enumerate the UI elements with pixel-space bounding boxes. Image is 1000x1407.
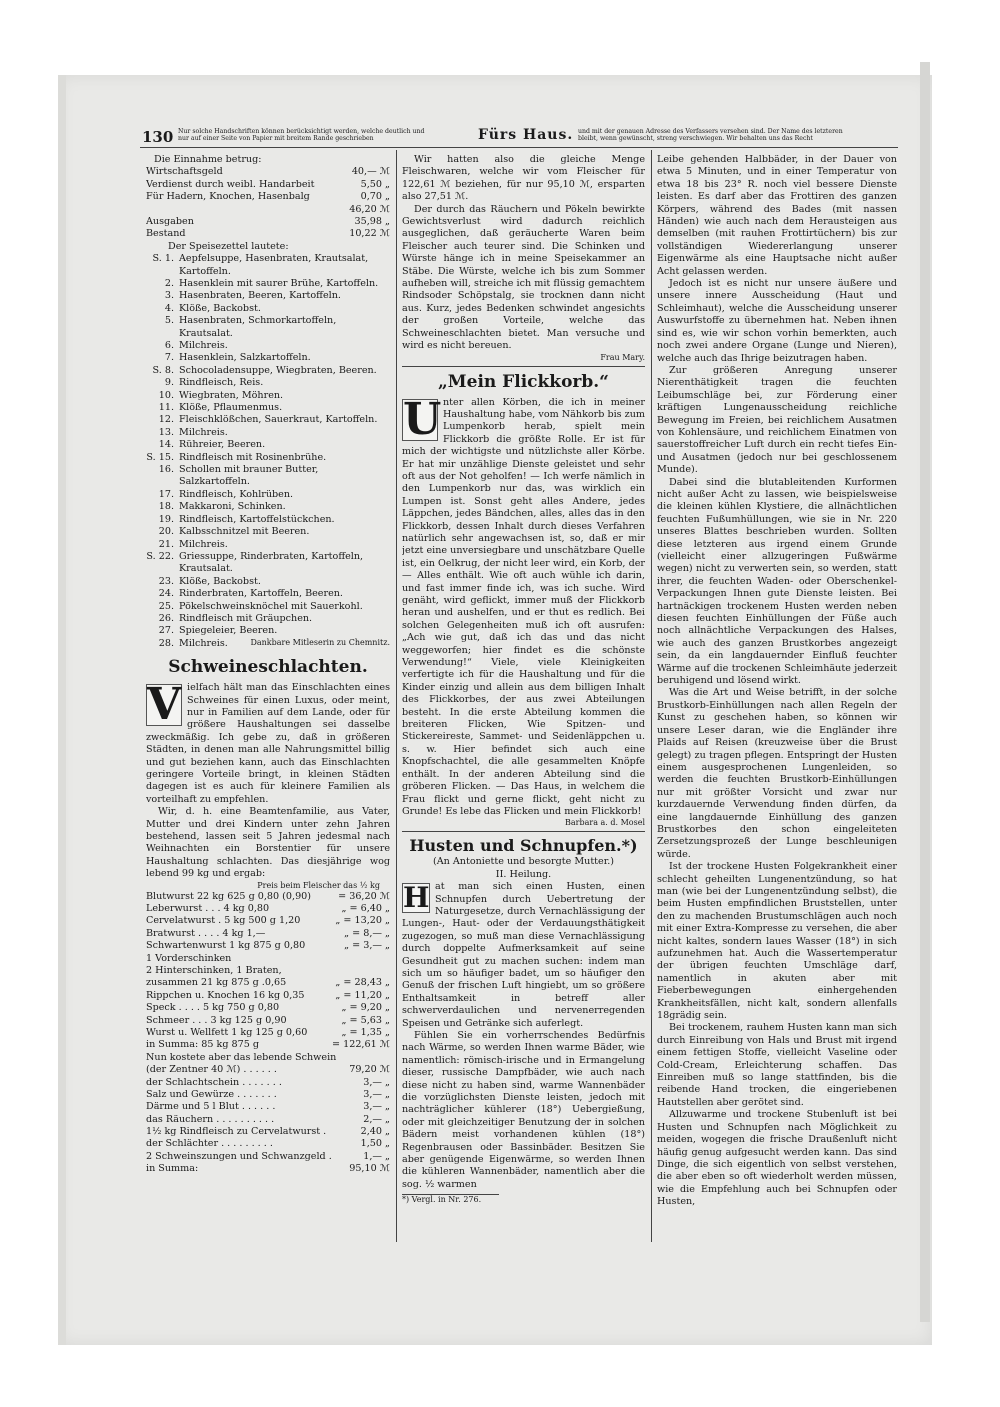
yield-row-value: „ = 9,20 „ xyxy=(341,1002,390,1014)
header-rule xyxy=(140,147,898,148)
income-title: Die Einnahme betrug: xyxy=(154,154,262,165)
menu-day: 13. xyxy=(158,426,174,438)
cost-table xyxy=(146,1064,390,1176)
yield-row-label: Rippchen u. Knochen 16 kg 0,35 xyxy=(146,989,305,1001)
ledger-row xyxy=(146,228,390,240)
col2-paragraph-1: Wir hatten also die gleiche Menge Fleischwaren, welche wir vom Fleischer für 122,61 ℳ beziehen, für nur 95,10 ℳ, ersparten also 27,51 ℳ. xyxy=(402,154,645,203)
yield-row-label: Schmeer . . . 3 kg 125 g 0,90 xyxy=(146,1014,287,1026)
menu-text: Kalbsschnitzel mit Beeren. xyxy=(179,526,310,538)
husten-subtitle-2: II. Heilung. xyxy=(495,868,552,880)
article-divider-1 xyxy=(402,366,645,367)
cost-row xyxy=(146,1089,390,1101)
menu-day: S. 22. xyxy=(146,550,174,562)
menu-day: 27. xyxy=(158,625,174,637)
menu-day: S. 8. xyxy=(152,364,174,376)
menu-day: 17. xyxy=(158,488,174,500)
ledger-row-value: 46,20 ℳ xyxy=(349,203,390,215)
cost-row-label: in Summa: xyxy=(146,1163,199,1175)
yield-row-label: Speck . . . . 5 kg 750 g 0,80 xyxy=(146,1002,280,1014)
page-number: 130 xyxy=(142,128,174,146)
yield-row xyxy=(146,990,390,1002)
menu-text: Rindfleisch, Reis. xyxy=(179,377,264,389)
ledger-row xyxy=(146,166,390,178)
husten-paragraph-2: Fühlen Sie ein vorherrschendes Bedürfnis nach Wärme, so werden Ihnen warme Bäder, wie namentlich: römisch-irische und in Ermangelung dieser, russische Dampfbäder, wie auch nach diese nicht zu haben sind, warme Wannenbäder die vorzüglichsten Dienste leisten, jedoch mit nachträglicher kühlerer (18°) Uebergießung, oder mit gleichzeitiger Benutzung der in solchen Bädern meist vorhandenen kühlen (18°) Regenbrausen oder Bassinbäder. Besitzen Sie aber genügende Eigenwärme, so werden Ihnen die kühleren Wannenbäder, namentlich aber die sog. ½ warmen xyxy=(402,1030,645,1190)
menu-text: Klöße, Backobst. xyxy=(179,302,261,314)
cost-row-label: der Schlächter . . . . . . . . . xyxy=(146,1138,273,1150)
drop-cap-h: H xyxy=(403,881,430,915)
cost-row-label: 1½ kg Rindfleisch zu Cervelatwurst . xyxy=(146,1126,327,1138)
col3-paragraph-6: Ist der trockene Husten Folgekrankheit einer schlecht geheilten Lungenentzündung, so hat man (wie bei der Lungenentzündung selbst), die beim Husten empfindlichen Bruststellen, unter den zu machenden Brustumschlägen auch noch mit einer Extra-Kompresse zu versehen, die aber nicht kaltes, sondern laues Wasser (18°) in sich aufzunehmen hat. Auch die Wassertemperatur der übrigen feuchten Umschläge darf, namentlich in akuten aber mit Fieberbewegungen einhergehenden Krankheitsfällen, nicht kalt, sondern allenfalls 18grädig sein. xyxy=(657,861,897,1022)
article-divider-2 xyxy=(402,831,645,832)
menu-signature: Dankbare Mitleserin zu Chemnitz. xyxy=(250,638,390,648)
schwein-paragraph-2: Wir, d. h. eine Beamtenfamilie, aus Vater, Mutter und drei Kindern unter zehn Jahren bestehend, lassen seit 5 Jahren jedesmal nach Weihnachten ein Borstentier für unsere Haushaltung schlachten. Das diesjährige wog lebend 99 kg und ergab: xyxy=(146,806,390,880)
yield-row-label: Cervelatwurst . 5 kg 500 g 1,20 xyxy=(146,915,301,927)
menu-text: Schollen mit brauner Butter, Salzkartoffeln. xyxy=(179,464,319,488)
masthead: Fürs Haus. xyxy=(478,127,574,143)
menu-text: Rindfleisch mit Rosinenbrühe. xyxy=(179,451,327,463)
yield-row xyxy=(146,940,390,952)
cost-row xyxy=(146,1138,390,1150)
yield-row-value: „ = 8,— „ xyxy=(344,927,390,939)
ledger-row-label: Wirtschaftsgeld xyxy=(146,166,223,178)
menu-day: 25. xyxy=(158,600,174,612)
menu-text: Schocoladensuppe, Wiegbraten, Beeren. xyxy=(179,364,377,376)
menu-item xyxy=(146,315,390,340)
flick-paragraph: nter allen Körben, die ich in meiner Haushaltung habe, vom Nähkorb bis zum Lumpenkorb herab, spielt mein Flickkorb die größte Rolle. Er ist für mich der wichtigste und nützlichste aller Körbe. Er hat mir unzählige Dienste geleistet und sehr oft aus der Not geholfen! — Ich werfe nämlich in den Lumpenkorb nur das, was wirklich ein Lumpen ist. Sonst geht alles Andere, jedes Läppchen, jedes Bändchen, alles, alles das in den Flickkorb, dessen Inhalt durch dieses Verfahren natürlich sehr angewachsen ist, so, daß er mir jetzt eine unversiegbare und unschätzbare Quelle ist, ein Oelkrug, der nicht leer wird, ein Korb, der — Alles enthält. Wie oft auch wühle ich darin, und fast immer finde ich, was ich suche. Wird genäht, wird geflickt, immer muß der Flickkorb heran und aushelfen, und er thut es redlich. Bei solchen Gelegenheiten muß ich oft ausrufen: „Ach wie gut, daß ich das und das nicht weggeworfen; hier findet es die schönste Verwendung!“ Viele, viele Kleinigkeiten verfertigte ich für die Haushaltung und für die Kinder einzig und allein aus dem billigen Inhalt des Flickkorbes, der aus zwei Abteilungen besteht. In die erste Abteilung kommen die breiteren Flicken, Wie Spitzen- und Stickereireste, Sammet- und Seidenläppchen u. s. w. Hier befindet sich auch eine Knopfschachtel, die alle gesammelten Knöpfe enthält. In der anderen Abteilung sind die gröberen Flicken. — Das Haus, in welchem die Frau flickt und gerne flickt, geht nicht zu Grunde! Es lebe das Flicken und mein Flickkorb! xyxy=(402,396,645,817)
menu-item xyxy=(146,253,390,278)
menu-day: 23. xyxy=(158,575,174,587)
ledger-row-label: Bestand xyxy=(146,228,186,240)
menu-text: Milchreis. xyxy=(179,538,228,550)
col3-paragraph-2: Jedoch ist es nicht nur unsere äußere und unsere innere Ausscheidung (Haut und Schleimhaut), welche die Ausscheidung unserer Auswurfstoffe zu übernehmen hat. Neben ihnen sind es, wie wir schon vorhin bemerkten, auch noch zwei andere Organe (Lunge und Nieren), welche auch das Ihrige beizutragen haben. xyxy=(657,278,897,364)
cost-row xyxy=(146,1126,390,1138)
menu-text: Klöße, Pflaumenmus. xyxy=(179,402,283,414)
yield-table xyxy=(146,891,390,1052)
menu-text: Aepfelsuppe, Hasenbraten, Krautsalat, Kartoffeln. xyxy=(179,253,369,277)
cost-row-value: 95,10 ℳ xyxy=(349,1163,390,1175)
yield-row xyxy=(146,1002,390,1014)
menu-item xyxy=(146,551,390,576)
menu-title: Der Speisezettel lautete: xyxy=(168,240,289,252)
ledger-row-label: Verdienst durch weibl. Handarbeit xyxy=(146,178,315,190)
flick-signature: Barbara a. d. Mosel xyxy=(565,818,645,828)
menu-item xyxy=(146,278,390,290)
column-3 xyxy=(657,154,897,1244)
ledger-row-value: 40,— ℳ xyxy=(351,166,390,178)
menu-day: 20. xyxy=(158,526,174,538)
header-note-left-line1: Nur solche Handschriften können berücksichtigt werden, welche deutlich und xyxy=(178,128,425,135)
yield-row-label: 2 Hinterschinken, 1 Braten, xyxy=(146,965,282,976)
yield-row-label: in Summa: 85 kg 875 g xyxy=(146,1039,260,1051)
menu-item xyxy=(146,303,390,315)
cost-row-value: 79,20 ℳ xyxy=(349,1064,390,1076)
menu-text: Milchreis. xyxy=(179,637,228,649)
ledger-row-value: 5,50 „ xyxy=(360,178,390,190)
article-title-flickkorb: „Mein Flickkorb.“ xyxy=(438,371,609,392)
menu-item xyxy=(146,601,390,613)
page-right-edge xyxy=(920,62,930,1322)
menu-text: Rindfleisch, Kartoffelstückchen. xyxy=(179,513,335,525)
cost-row-label: 2 Schweinszungen und Schwanzgeld . xyxy=(146,1150,332,1162)
menu-day: 9. xyxy=(164,377,174,389)
ledger-row-label: Ausgaben xyxy=(146,215,194,227)
yield-row-label: Bratwurst . . . . 4 kg 1,— xyxy=(146,927,266,939)
menu-text: Makkaroni, Schinken. xyxy=(179,501,286,513)
yield-row-label: Wurst u. Wellfett 1 kg 125 g 0,60 xyxy=(146,1026,308,1038)
yield-row-label: Blutwurst 22 kg 625 g 0,80 (0,90) xyxy=(146,890,312,902)
yield-row-value: „ = 28,43 „ xyxy=(335,977,390,989)
yield-row-value: „ = 1,35 „ xyxy=(341,1026,390,1038)
menu-item xyxy=(146,427,390,439)
schwein-paragraph-1: ielfach hält man das Einschlachten eines Schweines für einen Luxus, oder meint, nur in Familien auf dem Lande, oder für größere Haushaltungen sei dasselbe zweckmäßig. Ich gebe zu, daß in größeren Städten, in denen man alle Nahrungsmittel billig und gut beziehen kann, auch das Einschlachten geringere Vorteile bringt, in kleinen Städten dagegen ist es auch für kleinere Familien als vorteilhaft zu empfehlen. xyxy=(146,682,390,805)
menu-item xyxy=(146,390,390,402)
menu-day: 2. xyxy=(164,277,174,289)
yield-row xyxy=(146,1015,390,1027)
menu-text: Hasenklein mit saurer Brühe, Kartoffeln. xyxy=(179,277,379,289)
ledger-row xyxy=(146,204,390,216)
menu-day: S. 1. xyxy=(152,253,174,265)
cost-row-value: 1,— „ xyxy=(363,1150,390,1162)
yield-row xyxy=(146,1039,390,1051)
ledger-row-label xyxy=(146,204,349,216)
yield-row xyxy=(146,965,390,977)
yield-row xyxy=(146,1027,390,1039)
header-note-right-line1: und mit der genauen Adresse des Verfassers versehen sind. Der Name des letzteren xyxy=(578,128,843,135)
menu-item xyxy=(146,576,390,588)
menu-item xyxy=(146,340,390,352)
menu-text: Hasenbraten, Beeren, Kartoffeln. xyxy=(179,290,341,302)
menu-item xyxy=(146,526,390,538)
yield-row-value: „ = 11,20 „ xyxy=(335,989,390,1001)
cost-intro: Nun kostete aber das lebende Schwein xyxy=(146,1051,337,1063)
husten-subtitle: (An Antoniette und besorgte Mutter.) xyxy=(432,856,615,868)
menu-text: Rindfleisch mit Gräupchen. xyxy=(179,612,313,624)
menu-text: Wiegbraten, Möhren. xyxy=(179,389,284,401)
menu-item xyxy=(146,377,390,389)
cost-row xyxy=(146,1151,390,1163)
menu-text: Fleischklößchen, Sauerkraut, Kartoffeln. xyxy=(179,414,378,426)
column-rule-1 xyxy=(396,150,397,1242)
yield-row xyxy=(146,928,390,940)
menu-list xyxy=(146,253,390,650)
price-heading: Preis beim Fleischer das ½ kg xyxy=(257,880,380,890)
menu-text: Milchreis. xyxy=(179,426,228,438)
ledger-row-label: Für Hadern, Knochen, Hasenbalg xyxy=(146,191,310,203)
menu-day: 10. xyxy=(158,389,174,401)
article-title-husten: Husten und Schnupfen.*) xyxy=(409,836,638,856)
cost-row-label: (der Zentner 40 ℳ) . . . . . . xyxy=(146,1064,277,1076)
yield-row xyxy=(146,903,390,915)
col2-signature-mary: Frau Mary. xyxy=(600,352,645,362)
menu-text: Hasenklein, Salzkartoffeln. xyxy=(179,352,311,364)
header-note-left-line2: nur auf einer Seite von Papier mit breitem Rande geschrieben xyxy=(178,135,374,143)
ledger-row-value: 0,70 „ xyxy=(360,191,390,203)
col3-paragraph-7: Bei trockenem, rauhem Husten kann man sich durch Einreibung von Hals und Brust mit irgend einem fettigen Stoffe, vielleicht Vaseline oder Cold-Cream, Erleichterung schaffen. Das Einreiben muß so lange stattfinden, bis die reibende Hand trocken, die eingeriebenen Hautstellen aber gerötet sind. xyxy=(657,1022,897,1108)
menu-day: 7. xyxy=(164,352,174,364)
menu-text: Rinderbraten, Kartoffeln, Beeren. xyxy=(179,588,343,600)
drop-cap-v: V xyxy=(147,679,182,731)
menu-day: 14. xyxy=(158,439,174,451)
col3-paragraph-5: Was die Art und Weise betrifft, in der solche Brustkorb-Einhüllungen nach allen Regeln der Kunst zu geschehen haben, so können wir unsere Leser daran, wie die Engländer ihre Plaids auf Reisen (kreuzweise über die Brust gelegt) zu tragen pflegen. Entspringt der Husten einem ausgesprochenen Lungenleiden, so werden die feuchten Brustkorb-Einhüllungen nur mit größter Vorsicht und zwar nur kurzdauernde Verwendung finden dürfen, da eine langdauernde Einhüllung des ganzen Brustkorbes den schon eingeleiteten Zersetzungsprozeß der Lunge beschleunigen würde. xyxy=(657,687,897,860)
menu-item xyxy=(146,625,390,637)
menu-item xyxy=(146,613,390,625)
col3-paragraph-4: Dabei sind die blutableitenden Kurformen nicht außer Acht zu lassen, wie beispielsweise die kleinen kühlen Klystiere, die allnächtlichen feuchten Fußumhüllungen, wie sie in Nr. 220 unseres Blattes beschrieben wurden. Sollten diese letzteren aus irgend einem Grunde (vielleicht einer allzugeringen Fußwärme wegen) nicht zu verwerten sein, so werden, statt ihrer, die feuchten Waden- oder Oberschenkel-Verpackungen Ihnen gute Dienste leisten. Bei hartnäckigen trockenem Husten werden neben diesen feuchten Einhüllungen der Füße auch noch allnächtliche Verpackungen des Halses, wie auch des ganzen Brustkorbes angezeigt sein, da ein langdauernder Einfluß feuchter Wärme auf die trockenen Schleimhäute jederzeit beruhigend und lösend wirkt. xyxy=(657,476,897,687)
header-note-right-line2: bleibt, wenn gewünscht, streng verschwiegen. Wir behalten uns das Recht xyxy=(578,135,813,143)
col3-paragraph-8: Allzuwarme und trockene Stubenluft ist bei Husten und Schnupfen nach Möglichkeit zu meiden, wogegen die frische Draußenluft nicht häufig genug aufgesucht werden kann. Das sind Dinge, die sich eigentlich von selbst verstehen, die aber eben so oft wiederholt werden müssen, wie die Empfehlung auch bei Schnupfen oder Husten, xyxy=(657,1109,897,1208)
menu-day: 6. xyxy=(164,340,174,351)
ledger-row-value: 10,22 ℳ xyxy=(349,228,390,240)
cost-row-value: 3,— „ xyxy=(363,1076,390,1088)
ledger-row xyxy=(146,179,390,191)
menu-item xyxy=(146,539,390,551)
menu-item xyxy=(146,290,390,302)
cost-row xyxy=(146,1163,390,1175)
drop-cap-u: U xyxy=(403,393,442,445)
column-1 xyxy=(146,154,390,1244)
menu-day: 5. xyxy=(164,315,174,327)
cost-row xyxy=(146,1114,390,1126)
cost-row-value: 1,50 „ xyxy=(360,1138,390,1150)
col2-paragraph-2: Der durch das Räuchern und Pökeln bewirkte Gewichtsverlust wird dadurch reichlich ausgeglichen, daß geräucherte Waren beim Fleischer auch teurer sind. Die Schinken und Würste hänge ich in meine Speisekammer an Stäbe. Die Würste, welche ich bis zum Sommer aufheben will, streiche ich mit flüssig gemachtem Rindsoder Schöpstalg, sie trocknen dann nicht aus. Kurz, jedes Bedenken schwindet angesichts der großen Vorteile, welche das Schweineschlachten bietet. Man versuche und wird es nicht bereuen. xyxy=(402,203,645,352)
menu-day: 3. xyxy=(164,290,174,302)
cost-row-value: 3,— „ xyxy=(363,1101,390,1113)
income-ledger xyxy=(146,166,390,240)
col3-paragraph-1: Leibe gehenden Halbbäder, in der Dauer von etwa 5 Minuten, und in einer Temperatur von etwa 18 bis 23° R. noch viel bessere Dienste leisten. Es darf aber das Frottiren des ganzen Körpers, während des Bades (mit nassen Händen) wie auch nach dem Herausteigen aus demselben (mit rauhen Frottirtüchern) bis zur vollständigen Wiedererlangung unserer Eigenwärme als eine Hauptsache nicht außer Acht gelassen werden. xyxy=(657,154,897,277)
menu-text: Milchreis. xyxy=(179,340,228,351)
yield-row-value: = 122,61 ℳ xyxy=(332,1039,390,1051)
cost-row-label: Salz und Gewürze . . . . . . . xyxy=(146,1088,277,1100)
menu-item xyxy=(146,439,390,451)
yield-row-label: Schwartenwurst 1 kg 875 g 0,80 xyxy=(146,940,306,952)
menu-text: Spiegeleier, Beeren. xyxy=(179,625,278,637)
column-rule-2 xyxy=(651,150,652,1242)
yield-row-label: 1 Vorderschinken xyxy=(146,952,232,964)
yield-row-label: zusammen 21 kg 875 g .0,65 xyxy=(146,977,287,989)
menu-day: 28. xyxy=(158,637,174,649)
col3-paragraph-3: Zur größeren Anregung unserer Nierenthätigkeit tragen die feuchten Leibumschläge bei, zur Förderung einer kräftigen Lungenausscheidung reichliche Bewegung im Freien, bei reichlichem Ausatmen von Kohlensäure, und reichlichem Einatmen von sauerstoffreicher Luft durch ein recht tiefes Ein- und Ausatmen (jedoch nur bei geschlossenem Munde). xyxy=(657,364,897,476)
article-title-schweineschlachten: Schweineschlachten. xyxy=(168,657,368,678)
menu-text: Hasenbraten, Schmorkartoffeln, Krautsalat. xyxy=(179,315,337,339)
menu-item xyxy=(146,402,390,414)
menu-day: S. 15. xyxy=(146,451,174,463)
yield-row-label: Leberwurst . . . 4 kg 0,80 xyxy=(146,903,270,915)
footnote: *) Vergl. in Nr. 276. xyxy=(402,1194,499,1205)
cost-row-value: 2,— „ xyxy=(363,1113,390,1125)
menu-day: 11. xyxy=(158,402,174,414)
page-left-edge xyxy=(58,75,66,1345)
menu-item xyxy=(146,414,390,426)
husten-paragraph-1: at man sich einen Husten, einen Schnupfen durch Uebertretung der Naturgesetze, durch Vernachlässigung der Lungen-, Haut- oder der Verdauungsthätigkeit zugezogen, so muß man diese Vernachlässigung durch doppelte Aufmerksamkeit auf seine Gesundheit gut zu machen suchen: indem man sich um so häufiger badet, um so häufiger den Genuß der frischen Luft hingiebt, um so größere Enthaltsamkeit in betreff aller schwerverdaulichen und nervenerregenden Speisen und Getränke sich auferlegt. xyxy=(402,881,645,1029)
cost-row xyxy=(146,1077,390,1089)
menu-text: Rühreier, Beeren. xyxy=(179,439,266,451)
yield-row-value: „ = 3,— „ xyxy=(344,940,390,952)
cost-row-value: 3,— „ xyxy=(363,1088,390,1100)
menu-day: 26. xyxy=(158,612,174,624)
ledger-row xyxy=(146,191,390,203)
yield-row xyxy=(146,953,390,965)
menu-item xyxy=(146,489,390,501)
menu-text: Pökelschweinsknöchel mit Sauerkohl. xyxy=(179,600,363,612)
menu-day: 4. xyxy=(164,302,174,314)
cost-row xyxy=(146,1101,390,1113)
yield-row-value: „ = 13,20 „ xyxy=(335,915,390,927)
menu-item xyxy=(146,365,390,377)
menu-text: Rindfleisch, Kohlrüben. xyxy=(179,488,294,500)
yield-row-value: „ = 5,63 „ xyxy=(341,1014,390,1026)
column-2 xyxy=(402,154,645,1244)
menu-item xyxy=(146,464,390,489)
menu-item xyxy=(146,501,390,513)
header-note-left xyxy=(178,128,470,142)
menu-text: Klöße, Backobst. xyxy=(179,575,261,587)
menu-day: 21. xyxy=(158,538,174,550)
yield-row xyxy=(146,977,390,989)
menu-item xyxy=(146,452,390,464)
menu-day: 18. xyxy=(158,501,174,513)
cost-row-label: der Schlachtschein . . . . . . . xyxy=(146,1076,282,1088)
menu-day: 24. xyxy=(158,588,174,600)
menu-day: 19. xyxy=(158,513,174,525)
ledger-row-value: 35,98 „ xyxy=(354,215,390,227)
menu-item xyxy=(146,514,390,526)
cost-row-label: Därme und 5 l Blut . . . . . . xyxy=(146,1101,276,1113)
yield-row-value: = 36,20 ℳ xyxy=(338,890,390,902)
cost-row-value: 2,40 „ xyxy=(360,1126,390,1138)
header-note-right xyxy=(578,128,896,142)
menu-item xyxy=(146,352,390,364)
cost-row-label: das Räuchern . . . . . . . . . . xyxy=(146,1113,275,1125)
yield-row xyxy=(146,915,390,927)
menu-day: 12. xyxy=(158,414,174,426)
menu-day: 16. xyxy=(158,464,174,476)
yield-row-value: „ = 6,40 „ xyxy=(341,903,390,915)
menu-text: Griessuppe, Rinderbraten, Kartoffeln, Krautsalat. xyxy=(179,550,364,575)
yield-row xyxy=(146,891,390,903)
ledger-row xyxy=(146,216,390,228)
menu-item xyxy=(146,588,390,600)
cost-row xyxy=(146,1064,390,1076)
